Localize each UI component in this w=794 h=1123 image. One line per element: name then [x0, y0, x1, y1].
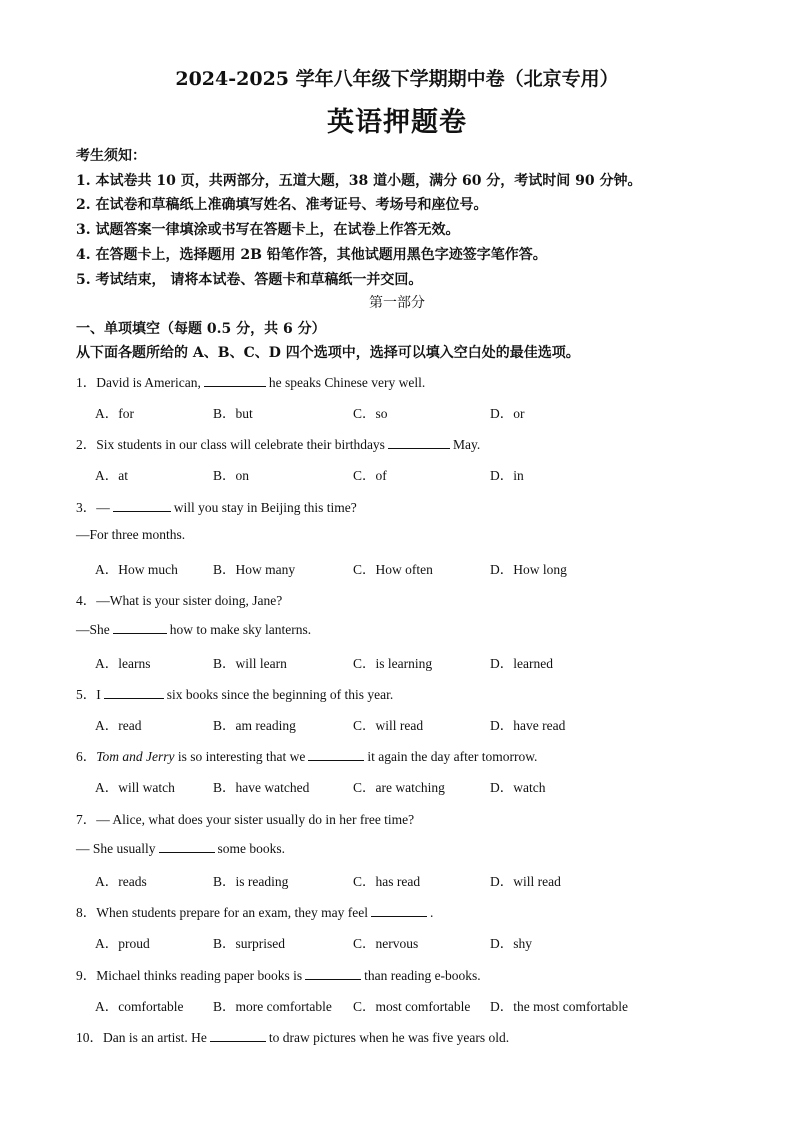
answer-blank: [113, 498, 171, 512]
question-text: — She usually: [76, 841, 156, 856]
question-9: [76, 964, 481, 984]
movie-title: Tom and Jerry: [96, 749, 175, 764]
question-10: [76, 1026, 509, 1046]
notice-item: 5. 考试结束， 请将本试卷、答题卡和草稿纸一并交回。: [76, 272, 423, 288]
option-d: D．have read: [490, 718, 566, 733]
answer-blank: [388, 435, 450, 449]
question-4-reply: [76, 620, 311, 638]
question-1: [76, 371, 425, 391]
question-4: [76, 589, 282, 609]
question-text: than reading e-books.: [364, 968, 481, 983]
question-text: I: [96, 687, 101, 702]
question-text: six books since the beginning of this year.: [166, 687, 394, 702]
option-b: B．more comfortable: [213, 999, 332, 1014]
question-text: Dan is an artist. He: [103, 1030, 207, 1045]
option-d: D．watch: [490, 780, 546, 795]
notice-item: 1. 本试卷共 10 页，共两部分，五道大题，38 道小题，满分 60 分，考试时间 90 分钟。: [76, 173, 642, 189]
option-c: C．How often: [353, 562, 433, 577]
question-3: [76, 496, 357, 516]
answer-blank: [305, 966, 361, 980]
question-5: [76, 683, 393, 703]
option-d: D．will read: [490, 874, 561, 889]
option-c: C．will read: [353, 718, 424, 733]
question-6: [76, 745, 537, 765]
option-b: B．How many: [213, 562, 296, 577]
option-b: B．surprised: [213, 936, 285, 951]
question-number: 8．: [76, 905, 97, 920]
option-a: A．comfortable: [95, 999, 184, 1014]
answer-blank: [371, 903, 427, 917]
option-b: B．will learn: [213, 656, 287, 671]
question-7-reply: [76, 839, 285, 857]
option-d: D．How long: [490, 562, 567, 577]
section-instruction: 从下面各题所给的 A、B、C、D 四个选项中，选择可以填入空白处的最佳选项。: [76, 345, 580, 361]
option-a: A．reads: [95, 874, 147, 889]
part-label: 第一部分: [369, 295, 425, 311]
question-text: it again the day after tomorrow.: [367, 749, 538, 764]
question-number: 2．: [76, 437, 97, 452]
question-text: Michael thinks reading paper books is: [96, 968, 303, 983]
option-d: D．in: [490, 468, 524, 483]
option-c: C．are watching: [353, 780, 445, 795]
option-c: C．of: [353, 468, 387, 483]
answer-blank: [159, 839, 215, 853]
exam-subtitle: 英语押题卷: [327, 107, 467, 138]
option-c: C．nervous: [353, 936, 419, 951]
question-number: 7．: [76, 812, 97, 827]
option-d: D．or: [490, 406, 525, 421]
option-c: C．most comfortable: [353, 999, 471, 1014]
option-b: B．on: [213, 468, 250, 483]
question-7: [76, 808, 414, 828]
option-a: A．will watch: [95, 780, 175, 795]
question-text: David is American,: [96, 375, 201, 390]
answer-blank: [308, 747, 364, 761]
question-text: —She: [76, 622, 110, 637]
question-text: When students prepare for an exam, they may feel: [96, 905, 369, 920]
option-a: A．read: [95, 718, 142, 733]
option-d: D．learned: [490, 656, 553, 671]
option-a: A．proud: [95, 936, 150, 951]
question-text: — Alice, what does your sister usually do in her free time?: [96, 812, 415, 827]
notice-heading: 考生须知：: [76, 148, 146, 164]
question-text: how to make sky lanterns.: [169, 622, 312, 637]
option-b: B．is reading: [213, 874, 289, 889]
notice-item: 3. 试题答案一律填涂或书写在答题卡上，在试卷上作答无效。: [76, 222, 460, 238]
question-text: he speaks Chinese very well.: [268, 375, 426, 390]
question-3-reply: —For three months.: [76, 527, 186, 542]
question-text: will you stay in Beijing this time?: [173, 500, 357, 515]
question-number: 9．: [76, 968, 97, 983]
answer-blank: [210, 1028, 266, 1042]
option-a: A．at: [95, 468, 128, 483]
question-8: [76, 901, 433, 921]
question-text: —: [96, 500, 110, 515]
question-text: May.: [452, 437, 481, 452]
notice-item: 2. 在试卷和草稿纸上准确填写姓名、准考证号、考场号和座位号。: [76, 197, 488, 213]
option-c: C．is learning: [353, 656, 433, 671]
question-number: 6．: [76, 749, 97, 764]
answer-blank: [204, 373, 266, 387]
question-number: 5．: [76, 687, 97, 702]
question-number: 4．: [76, 593, 97, 608]
option-c: C．has read: [353, 874, 421, 889]
option-d: D．shy: [490, 936, 533, 951]
option-a: A．How much: [95, 562, 178, 577]
question-number: 1．: [76, 375, 97, 390]
section-title: 一、单项填空（每题 0.5 分，共 6 分）: [76, 321, 326, 337]
option-a: A．for: [95, 406, 134, 421]
question-2: [76, 433, 480, 453]
notice-item: 4. 在答题卡上，选择题用 2B 铅笔作答，其他试题用黑色字迹签字笔作答。: [76, 247, 547, 263]
option-b: B．have watched: [213, 780, 310, 795]
question-text: to draw pictures when he was five years old.: [268, 1030, 510, 1045]
question-text: some books.: [217, 841, 285, 856]
question-number: 10．: [76, 1030, 103, 1045]
answer-blank: [113, 620, 167, 634]
question-text: .: [430, 905, 434, 920]
question-number: 3．: [76, 500, 97, 515]
option-b: B．am reading: [213, 718, 296, 733]
exam-title: 2024-2025 学年八年级下学期期中卷（北京专用）: [175, 68, 619, 90]
question-text: —What is your sister doing, Jane?: [96, 593, 283, 608]
answer-blank: [104, 685, 164, 699]
option-a: A．learns: [95, 656, 151, 671]
question-text: is so interesting that we: [177, 749, 306, 764]
question-text: Six students in our class will celebrate their birthdays: [96, 437, 385, 452]
option-b: B．but: [213, 406, 253, 421]
option-c: C．so: [353, 406, 388, 421]
option-d: D．the most comfortable: [490, 999, 628, 1014]
